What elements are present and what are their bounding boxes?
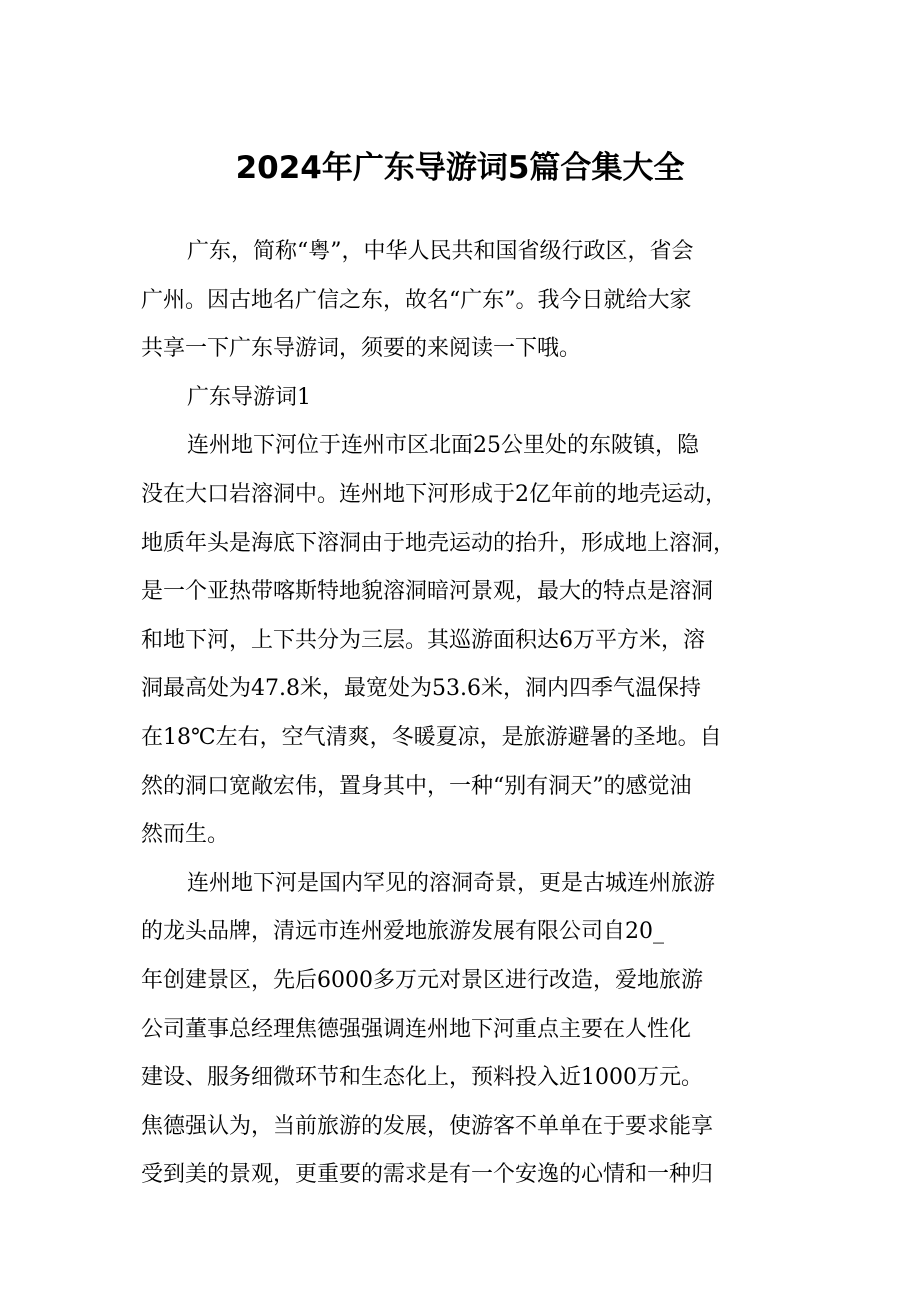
paragraph-intro-line-2: 广州。因古地名广信之东，故名“广东”。我今日就给大家 [141, 287, 692, 313]
paragraph-2-line-6: 焦德强认为，当前旅游的发展，使游客不单单在于要求能享 [141, 1113, 714, 1139]
paragraph-1-line-5: 和地下河，上下共分为三层。其巡游面积达6万平方米，溶 [141, 627, 705, 653]
paragraph-1-line-4: 是一个亚热带喀斯特地貌溶洞暗河景观，最大的特点是溶洞 [141, 579, 714, 605]
paragraph-1-line-8: 然的洞口宽敞宏伟，置身其中，一种“别有洞天”的感觉油 [141, 773, 692, 799]
paragraph-intro-line-3: 共享一下广东导游词，须要的来阅读一下哦。 [141, 336, 582, 362]
paragraph-2-line-1: 连州地下河是国内罕见的溶洞奇景，更是古城连州旅游 [187, 870, 716, 896]
paragraph-2-line-2: 的龙头品牌，清远市连州爱地旅游发展有限公司自20_ [141, 919, 664, 945]
paragraph-2-line-3: 年创建景区，先后6000多万元对景区进行改造，爱地旅游 [141, 967, 703, 993]
paragraph-1-line-2: 没在大口岩溶洞中。连州地下河形成于2亿年前的地壳运动， [141, 481, 727, 507]
paragraph-intro-line-1: 广东，简称“粤”，中华人民共和国省级行政区，省会 [187, 239, 694, 264]
paragraph-1-line-1: 连州地下河位于连州市区北面25公里处的东陂镇，隐 [187, 433, 699, 459]
paragraph-1-line-7: 在18℃左右，空气清爽，冬暖夏凉，是旅游避暑的圣地。自 [141, 724, 722, 750]
paragraph-1-line-6: 洞最高处为47.8米，最宽处为53.6米，洞内四季气温保持 [141, 676, 701, 702]
paragraph-2-line-7: 受到美的景观，更重要的需求是有一个安逸的心情和一种归 [141, 1162, 714, 1188]
paragraph-1-line-9: 然而生。 [141, 822, 230, 848]
paragraph-2-line-5: 建设、服务细微环节和生态化上，预料投入近1000万元。 [141, 1065, 703, 1091]
paragraph-2-line-4: 公司董事总经理焦德强强调连州地下河重点主要在人性化 [141, 1016, 692, 1042]
paragraph-1-line-3: 地质年头是海底下溶洞由于地壳运动的抬升，形成地上溶洞， [141, 530, 736, 556]
section-heading-1: 广东导游词1 [187, 384, 311, 410]
document-body [141, 228, 784, 1200]
document-title: 2024年广东导游词5篇合集大全 [235, 150, 685, 186]
